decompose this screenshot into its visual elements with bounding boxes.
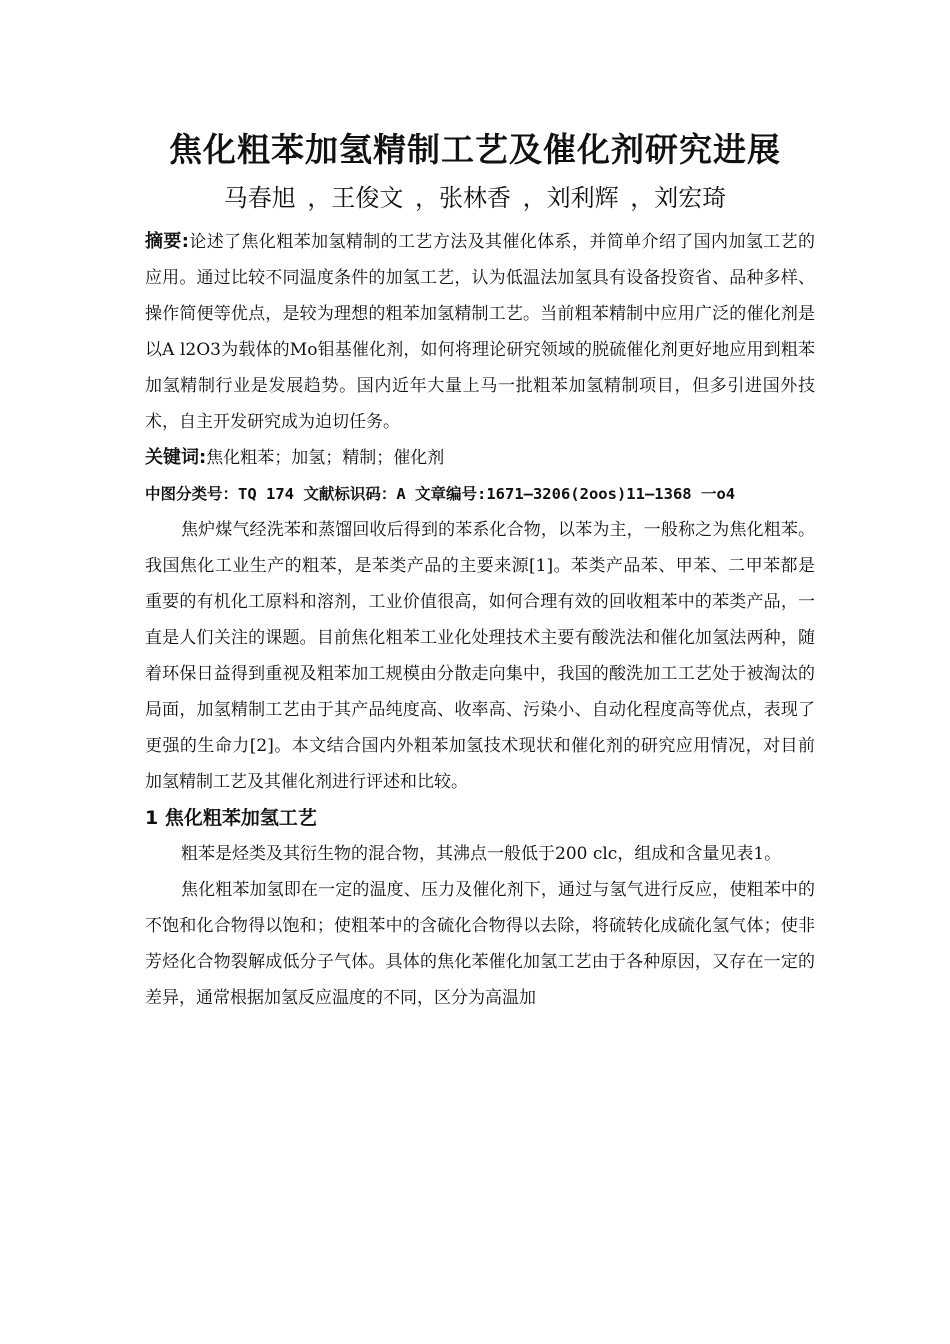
section-heading: 1 焦化粗苯加氢工艺 bbox=[145, 807, 317, 829]
abstract-text: 论述了焦化粗苯加氢精制的工艺方法及其催化体系，并简单介绍了国内加氢工艺的应用。通过比较不同温度条件的加氢工艺，认为低温法加氢具有设备投资省、品种多样、操作简便等优点，是较为理想的粗苯加氢精制工艺。当前粗苯精制中应用广泛的催化剂是以A l2O3为载体的Mo钼基催化剂，如何将理论研究领域的脱硫催化剂更好地应用到粗苯加氢精制行业是发展趋势。国内近年大量上马一批粗苯加氢精制项目，但多引进国外技术，自主开发研究成为迫切任务。 bbox=[145, 232, 816, 432]
abstract bbox=[145, 224, 815, 440]
classification-line: 中图分类号：TQ 174 文献标识码：A 文章编号:1671—3206(2oos)11—1368 一o4 bbox=[145, 485, 736, 503]
author-list: 马春旭 ，王俊文 ，张林香 ，刘利辉 ，刘宏琦 bbox=[223, 184, 727, 212]
keywords bbox=[145, 440, 815, 476]
paper-body bbox=[145, 224, 815, 1016]
keywords-label: 关键词: bbox=[145, 447, 207, 468]
section1-paragraph-2: 焦化粗苯加氢即在一定的温度、压力及催化剂下，通过与氢气进行反应，使粗苯中的不饱和化合物得以饱和；使粗苯中的含硫化合物得以去除，将硫转化成硫化氢气体；使非芳烃化合物裂解成低分子气体。具体的焦化苯催化加氢工艺由于各种原因，又存在一定的差异，通常根据加氢反应温度的不同，区分为高温加 bbox=[145, 880, 815, 1008]
abstract-label: 摘要: bbox=[145, 231, 189, 252]
section1-paragraph-1: 粗苯是烃类及其衍生物的混合物，其沸点一般低于200 clc，组成和含量见表1。 bbox=[181, 844, 782, 864]
intro-paragraph: 焦炉煤气经洗苯和蒸馏回收后得到的苯系化合物，以苯为主，一般称之为焦化粗苯。我国焦化工业生产的粗苯，是苯类产品的主要来源[1]。苯类产品苯、甲苯、二甲苯都是重要的有机化工原料和溶剂，工业价值很高，如何合理有效的回收粗苯中的苯类产品，一直是人们关注的课题。目前焦化粗苯工业化处理技术主要有酸洗法和催化加氢法两种，随着环保日益得到重视及粗苯加工规模由分散走向集中，我国的酸洗加工工艺处于被淘汰的局面，加氢精制工艺由于其产品纯度高、收率高、污染小、自动化程度高等优点，表现了更强的生命力[2]。本文结合国内外粗苯加氢技术现状和催化剂的研究应用情况，对目前加氢精制工艺及其催化剂进行评述和比较。 bbox=[145, 520, 815, 792]
keywords-text: 焦化粗苯；加氢；精制；催化剂 bbox=[206, 448, 445, 468]
paper-title: 焦化粗苯加氢精制工艺及催化剂研究进展 bbox=[169, 130, 781, 169]
